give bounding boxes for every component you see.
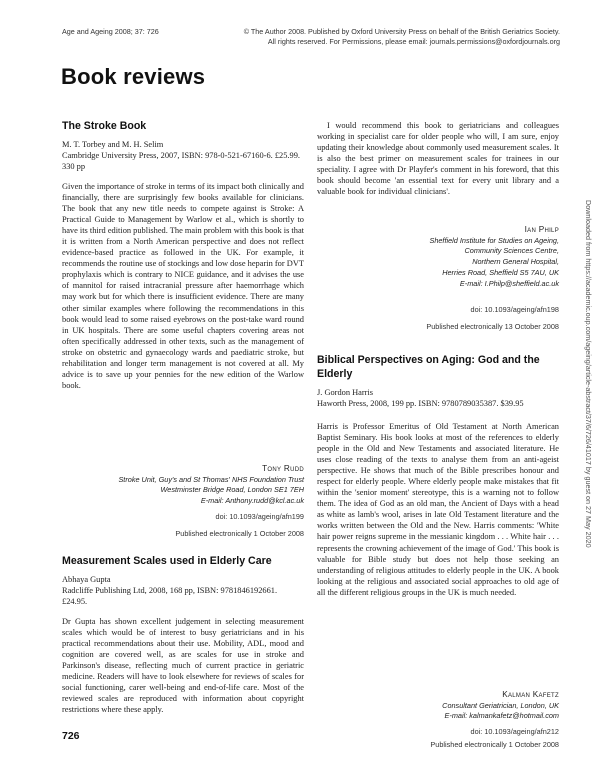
reviewer-signature (317, 225, 559, 289)
copyright-line-1: © The Author 2008. Published by Oxford University Press on behalf of the British Geriatrics Society. (243, 27, 560, 36)
reviewer-signature (317, 690, 559, 722)
review-title: The Stroke Book (62, 120, 147, 132)
review-stroke-book (62, 120, 304, 134)
review-measurement-scales-biblio (62, 574, 304, 607)
review-meta (317, 727, 559, 750)
reviewer-hospital: Northern General Hospital, (472, 257, 559, 267)
reviewer-address: Westminster Bridge Road, London SE1 7EH (160, 485, 304, 495)
running-header-journal: Age and Ageing 2008; 37: 726 (62, 27, 159, 36)
review-authors: J. Gordon Harris (317, 388, 374, 397)
review-biblical-perspectives (317, 354, 559, 381)
review-biblical-perspectives-biblio (317, 387, 559, 409)
review-meta (62, 512, 304, 539)
reviewer-signature (62, 464, 304, 507)
reviewer-affiliation: Stroke Unit, Guy's and St Thomas' NHS Foundation Trust (118, 474, 304, 484)
reviewer-address: Herries Road, Sheffield S5 7AU, UK (442, 267, 559, 277)
review-paragraph: Harris is Professor Emeritus of Old Testament at North American Baptist Seminary. His book looks at most of the references to elderly people in the Old and New Testaments and associated literature. He uses close reading of the texts to analyse them from an anti-ageist perspective. He shows that much of the Bible prescribes honour and respect for elderly people. Where elderly people make mistakes that fit within the 'senior moment' stereotype, this is a warning not to follow them. The idea of God as an old man, the Ancient of Days with a head as white as lamb's wool, arises in late Old Testament literature and the works written between the Old and the New. Harris comments: 'White hair power reigns supreme in the messianic kingdom . . . White hair . . . represents the crowning achievement of the image of God.' This book is valuable for Bible study but does not help those seeking an understanding of religious attitudes to elderly people in the UK. A book looking at the religious and associated social approaches to old age of all the different religious groups in the UK is much needed. (317, 422, 559, 597)
review-paragraph: Given the importance of stroke in terms of its impact both clinically and financially, there are surprisingly few books available for clinicians. The book that any new title needs to compete against is Stroke: A Practical Guide to Management by Warlow et al., which is shortly to have its third edition published. The main problem with this book is that it is written from a North American perspective and does not reflect evidence-based practice as followed in the UK. For example, it recommends the routine use of stockings and low dose heparin for DVT prophylaxis which is contrary to NICE guidance, and it advises the use of mannitol for raised intracranial pressure after haemorrhage which may work but for which there is insufficient evidence. There are many other similar examples where following the recommendations in this book would lead to some raised eyebrows on the post-take ward round in UK hospitals. There are some useful chapters covering areas not often specifically addressed in other texts, such as the management of stroke on obstetric and gynaecology wards and paediatric stroke, but rehabilitation and longer term management is not covered at all. My advice is to save up your pennies for the new edition of the Warlow book. (62, 182, 304, 390)
review-paragraph: Dr Gupta has shown excellent judgement in selecting measurement scales which would be of interest to busy geriatricians and in his practical recommendations about their use. Mobility, ADL, mood and cognition are covered well, as are scales for use in stroke and Parkinson's disease, reflecting much of current practice in geriatric medicine. Readers will have to look elsewhere for reviews of scales for social functioning, carer well-being and end-of-life care. Most of the reviewed scales are reproduced with information about copyright restrictions where these apply. (62, 617, 304, 715)
review-title: Biblical Perspectives on Aging: God and the Elderly (317, 354, 540, 380)
reviewer-department: Community Sciences Centre, (464, 246, 559, 256)
review-publisher: Radcliffe Publishing Ltd, 2008, 168 pp, ISBN: 9781846192661. £24.95. (62, 586, 278, 606)
running-header-copyright (205, 27, 560, 46)
download-note[interactable]: Downloaded from https://academic.oup.com/ageing/article-abstract/37/6/726/41017 by guest on 27 May 2020 (584, 200, 593, 548)
review-doi[interactable]: doi: 10.1093/ageing/afn199 (215, 512, 304, 521)
review-authors: M. T. Torbey and M. H. Selim (62, 140, 164, 149)
reviewer-email[interactable]: E-mail: kalmankafetz@hotmail.com (444, 711, 559, 721)
review-doi[interactable]: doi: 10.1093/ageing/afn212 (470, 727, 559, 736)
reviewer-institute: Sheffield Institute for Studies on Ageing, (429, 235, 559, 245)
review-publisher: Cambridge University Press, 2007, ISBN: 978-0-521-67160-6. £25.99. 330 pp (62, 151, 300, 171)
reviewer-name: Ian Philp (524, 225, 559, 234)
review-paragraph: I would recommend this book to geriatricians and colleagues working in specialist care for older people who will, I am sure, enjoy updating their knowledge about commonly used measurement scales. It is also the best primer on measurement scales for trainees in our speciality. I agree with Dr Playfer's comment in his foreword, that this book should become 'an essential text for every unit library and a valuable book for individual clinicians'. (317, 121, 559, 197)
reviewer-name: Kalman Kafetz (502, 690, 559, 699)
copyright-line-2: All rights reserved. For Permissions, please email: journals.permissions@oxfordjournals.org (267, 36, 560, 46)
review-stroke-book-biblio (62, 139, 304, 172)
reviewer-affiliation: Consultant Geriatrician, London, UK (442, 700, 559, 710)
review-stroke-book-body (62, 181, 304, 391)
review-measurement-scales-body-2 (317, 120, 559, 197)
page-title: Book reviews (61, 64, 206, 89)
page-number: 726 (62, 730, 80, 742)
review-biblical-perspectives-body (317, 421, 559, 598)
reviewer-email[interactable]: E-mail: I.Philp@sheffield.ac.uk (459, 278, 559, 288)
review-publisher: Haworth Press, 2008, 199 pp. ISBN: 9780789035387. $39.95 (317, 399, 524, 408)
review-doi[interactable]: doi: 10.1093/ageing/afn198 (470, 305, 559, 314)
review-published-date: Published electronically 1 October 2008 (430, 739, 559, 749)
reviewer-email[interactable]: E-mail: Anthony.rudd@kcl.ac.uk (200, 496, 304, 506)
review-authors: Abhaya Gupta (62, 575, 111, 584)
review-title: Measurement Scales used in Elderly Care (62, 555, 272, 567)
review-meta (317, 305, 559, 332)
reviewer-name: Tony Rudd (262, 464, 304, 473)
review-published-date: Published electronically 13 October 2008 (426, 321, 559, 331)
review-published-date: Published electronically 1 October 2008 (175, 528, 304, 538)
review-measurement-scales-body-1 (62, 616, 304, 715)
review-measurement-scales (62, 555, 304, 569)
